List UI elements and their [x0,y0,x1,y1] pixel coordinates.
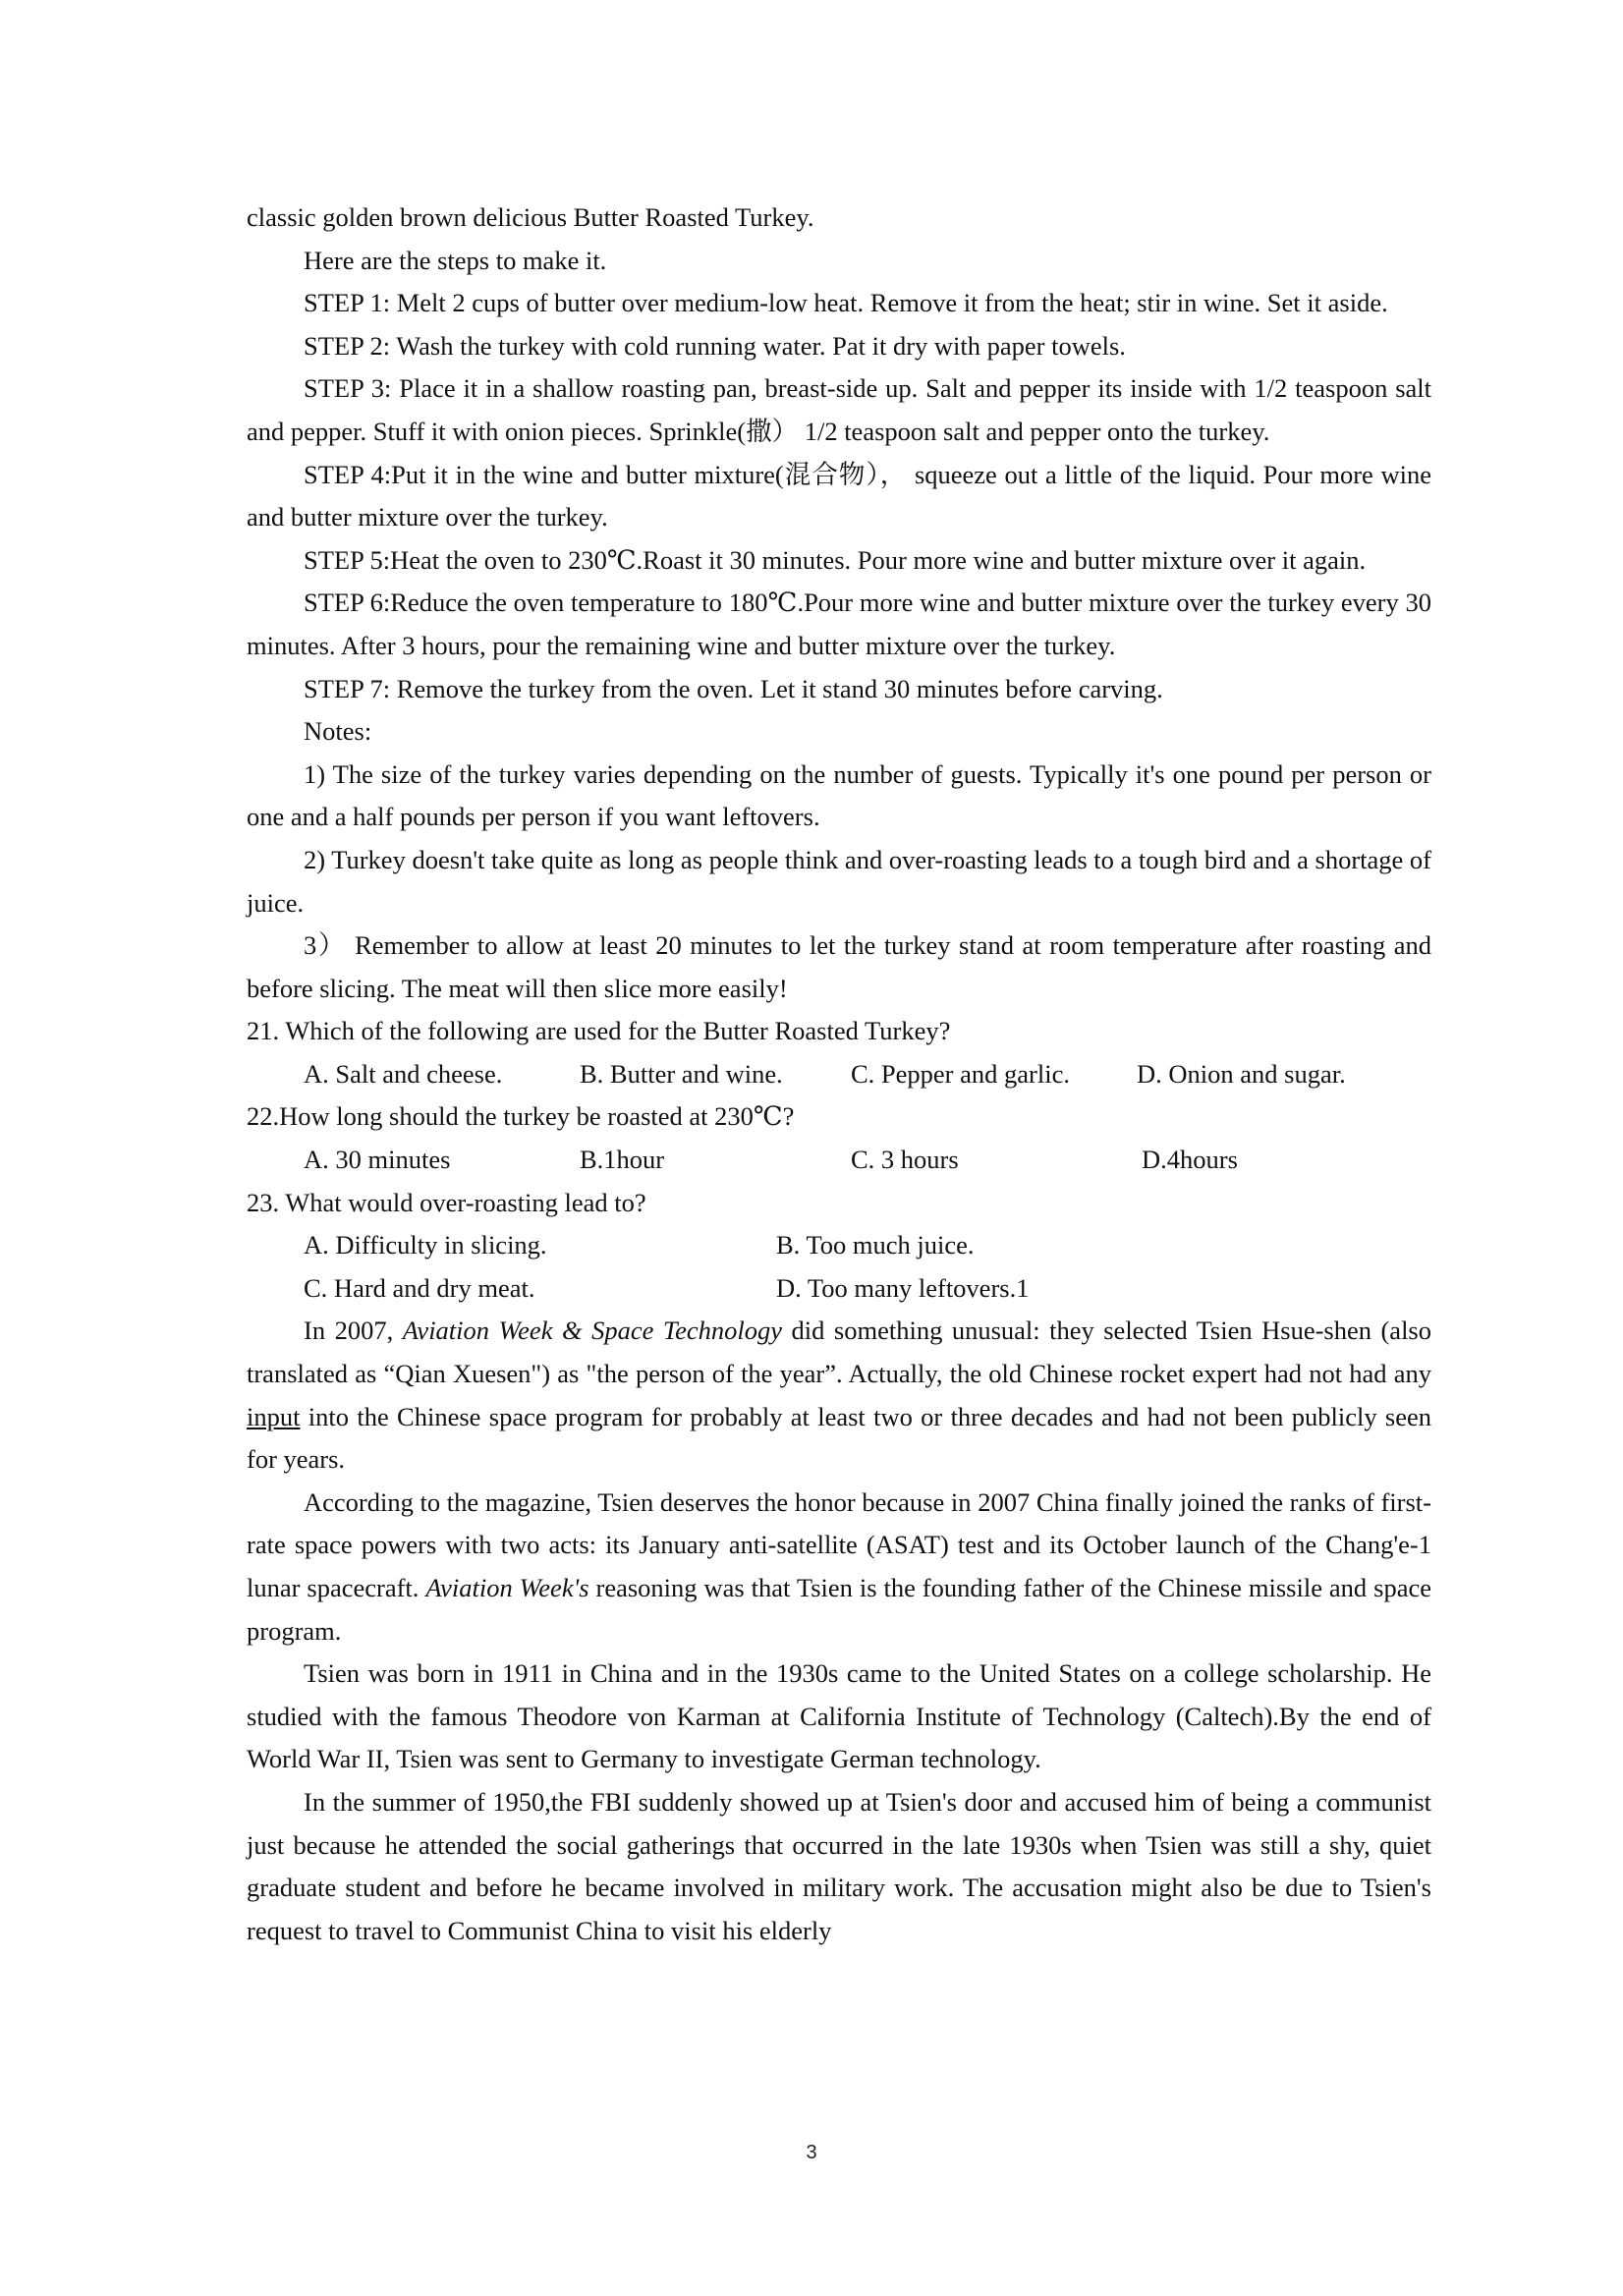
q22-option-b: B.1hour [580,1145,665,1175]
question-21-stem: 21. Which of the following are used for the Butter Roasted Turkey? [247,1016,951,1046]
underlined-word-input: input [247,1401,301,1431]
note-3: 3） Remember to allow at least 20 minutes to let the turkey stand at room temperature after roasting and before slicing. The meat will then slice more easily! [247,930,1431,1003]
step-6: STEP 6:Reduce the oven temperature to 180℃.Pour more wine and butter mixture over the turkey every 30 minutes. After 3 hours, pour the remaining wine and butter mixture over the turkey. [247,588,1431,660]
recipe-intro: classic golden brown delicious Butter Roasted Turkey. [247,202,814,232]
question-21-options [247,1053,1431,1096]
q22-option-c: C. 3 hours [851,1145,959,1175]
q23-option-a: A. Difficulty in slicing. [304,1230,547,1260]
question-22-options [247,1139,1431,1182]
magazine-name: Aviation Week's [425,1573,589,1602]
q21-option-d: D. Onion and sugar. [1137,1058,1346,1089]
p1-text-b: did something unusual: they selected Tsien Hsue-shen (also translated as “Qian Xuesen") as "the person of the year”. Actually, the old Chinese rocket expert had not had any [247,1316,1431,1389]
document-body [247,196,1431,1952]
question-23-options-row-1 [247,1224,1431,1267]
notes-label: Notes: [304,716,372,747]
passage-paragraph-2 [247,1482,1431,1652]
magazine-title: Aviation Week & Space Technology [402,1316,783,1346]
q22-option-a: A. 30 minutes [304,1145,451,1175]
step-5: STEP 5:Heat the oven to 230℃.Roast it 30 minutes. Pour more wine and butter mixture over it again. [304,544,1367,575]
q21-option-b: B. Butter and wine. [580,1058,783,1089]
question-23-stem: 23. What would over-roasting lead to? [247,1187,646,1217]
q21-option-a: A. Salt and cheese. [304,1058,503,1089]
page-number: 3 [806,2142,817,2163]
question-22-stem: 22.How long should the turkey be roasted at 230℃? [247,1101,795,1132]
p1-text-c: into the Chinese space program for probably at least two or three decades and had not been publicly seen for years. [247,1401,1431,1475]
passage-paragraph-3: Tsien was born in 1911 in China and in the 1930s came to the United States on a college scholarship. He studied with the famous Theodore von Karman at California Institute of Technology (Caltech).By the end of World War II, Tsien was sent to Germany to investigate German technology. [247,1658,1431,1774]
note-2: 2) Turkey doesn't take quite as long as people think and over-roasting leads to a tough bird and a shortage of juice. [247,844,1431,918]
p2-text-a: According to the magazine, Tsien deserves the honor because in 2007 China finally joined the ranks of first-rate space powers with two acts: its January anti-satellite (ASAT) test and its October launch of the Chang'e-1 lunar spacecraft. [247,1486,1431,1602]
q22-option-d: D.4hours [1142,1145,1238,1175]
q21-option-c: C. Pepper and garlic. [851,1058,1070,1089]
steps-intro: Here are the steps to make it. [304,245,607,275]
question-23-options-row-2 [247,1267,1431,1311]
step-2: STEP 2: Wash the turkey with cold running water. Pat it dry with paper towels. [304,330,1126,361]
note-1: 1) The size of the turkey varies depending on the number of guests. Typically it's one pound per person or one and a half pounds per person if you want leftovers. [247,758,1431,832]
q23-option-c: C. Hard and dry meat. [304,1272,535,1303]
step-1: STEP 1: Melt 2 cups of butter over medium-low heat. Remove it from the heat; stir in wine. Set it aside. [304,288,1388,318]
passage-paragraph-4: In the summer of 1950,the FBI suddenly showed up at Tsien's door and accused him of being a communist just because he attended the social gatherings that occurred in the late 1930s when Tsien was still a shy, quiet graduate student and before he became involved in military work. The accusation might also be due to Tsien's request to travel to Communist China to visit his elderly [247,1786,1431,1945]
step-4: STEP 4:Put it in the wine and butter mixture(混合物）， squeeze out a little of the liquid. Pour more wine and butter mixture over the turkey. [247,459,1431,532]
p2-text-b: reasoning was that Tsien is the founding father of the Chinese missile and space program. [247,1573,1431,1646]
step-3: STEP 3: Place it in a shallow roasting pan, breast-side up. Salt and pepper its inside with 1/2 teaspoon salt and pepper. Stuff it with onion pieces. Sprinkle(撒） 1/2 teaspoon salt and pepper onto the turkey. [247,373,1431,446]
p1-text-a: In 2007, [304,1316,403,1346]
passage-paragraph-1 [247,1310,1431,1481]
step-7: STEP 7: Remove the turkey from the oven. Let it stand 30 minutes before carving. [304,673,1163,703]
q23-option-d: D. Too many leftovers.1 [776,1272,1030,1303]
q23-option-b: B. Too much juice. [776,1230,975,1260]
